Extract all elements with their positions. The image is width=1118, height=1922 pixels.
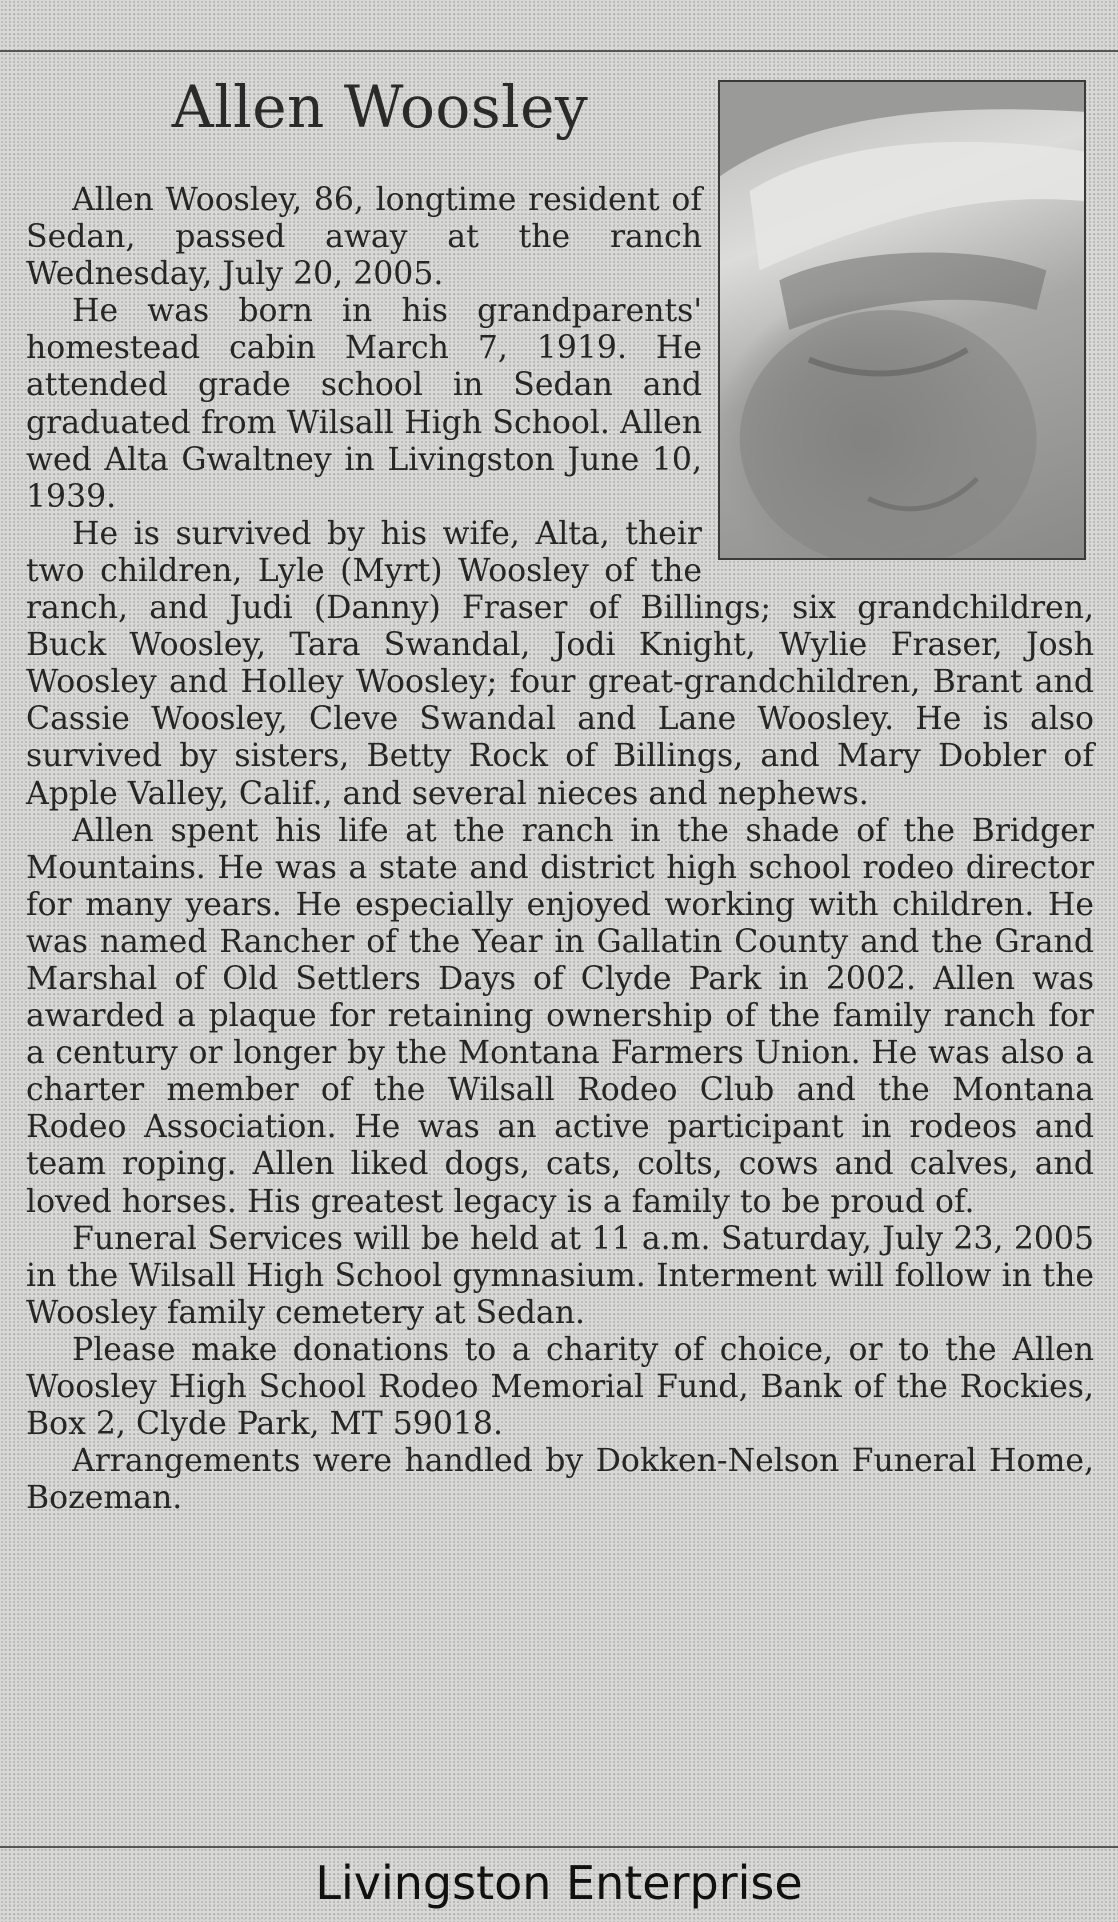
paragraph-life-achievements: Allen spent his life at the ranch in the shade of the Bridger Mountains. He was a state and district high school rodeo director for many years. He especially enjoyed working with children. He was named Rancher of the Year in Gallatin County and the Grand Marshal of Old Settlers Days of Clyde Park in 2002. Allen was awarded a plaque for retaining ownership of the family ranch for a century or longer by the Montana Farmers Union. He was also a charter member of the Wilsall Rodeo Club and the Montana Rodeo Association. He was an active participant in rodeos and team roping. Allen liked dogs, cats, colts, cows and calves, and loved horses. His greatest legacy is a family to be proud of. <box>26 812 1094 1220</box>
paragraph-death-notice: Allen Woosley, 86, longtime resident of Sedan, passed away at the ranch Wednesday, July 20, 2005. <box>26 182 702 293</box>
obituary-body <box>26 182 1094 1517</box>
bottom-rule <box>0 1846 1118 1848</box>
publication-name: Livingston Enterprise <box>315 1856 803 1910</box>
paragraph-donations: Please make donations to a charity of choice, or to the Allen Woosley High School Rodeo Memorial Fund, Bank of the Rockies, Box 2, Clyde Park, MT 59018. <box>26 1331 1094 1443</box>
paragraph-funeral-services: Funeral Services will be held at 11 a.m. Saturday, July 23, 2005 in the Wilsall High School gymnasium. Interment will follow in the Woosley family cemetery at Sedan. <box>26 1220 1094 1331</box>
obituary-title: Allen Woosley <box>171 73 589 141</box>
paragraph-survivors: He is survived by his wife, Alta, their two children, Lyle (Myrt) Woosley of the ranch, and Judi (Danny) Fraser of Billings; six grandchildren, Buck Woosley, Tara Swandal, Jodi Knight, Wylie Fraser, Josh Woosley and Holley Woosley; four great-grandchildren, Brant and Cassie Woosley, Cleve Swandal and Lane Woosley. He is also survived by sisters, Betty Rock of Billings, and Mary Dobler of Apple Valley, Calif., and several nieces and nephews. <box>26 515 1094 812</box>
top-rule <box>0 50 1118 52</box>
paragraph-early-life: He was born in his grandparents' homestead cabin March 7, 1919. He attended grade school in Sedan and graduated from Wilsall High School. Allen wed Alta Gwaltney in Livingston June 10, 1939. <box>26 293 702 515</box>
photo-spacer <box>702 182 1094 578</box>
paragraph-arrangements: Arrangements were handled by Dokken-Nelson Funeral Home, Bozeman. <box>26 1443 1094 1517</box>
